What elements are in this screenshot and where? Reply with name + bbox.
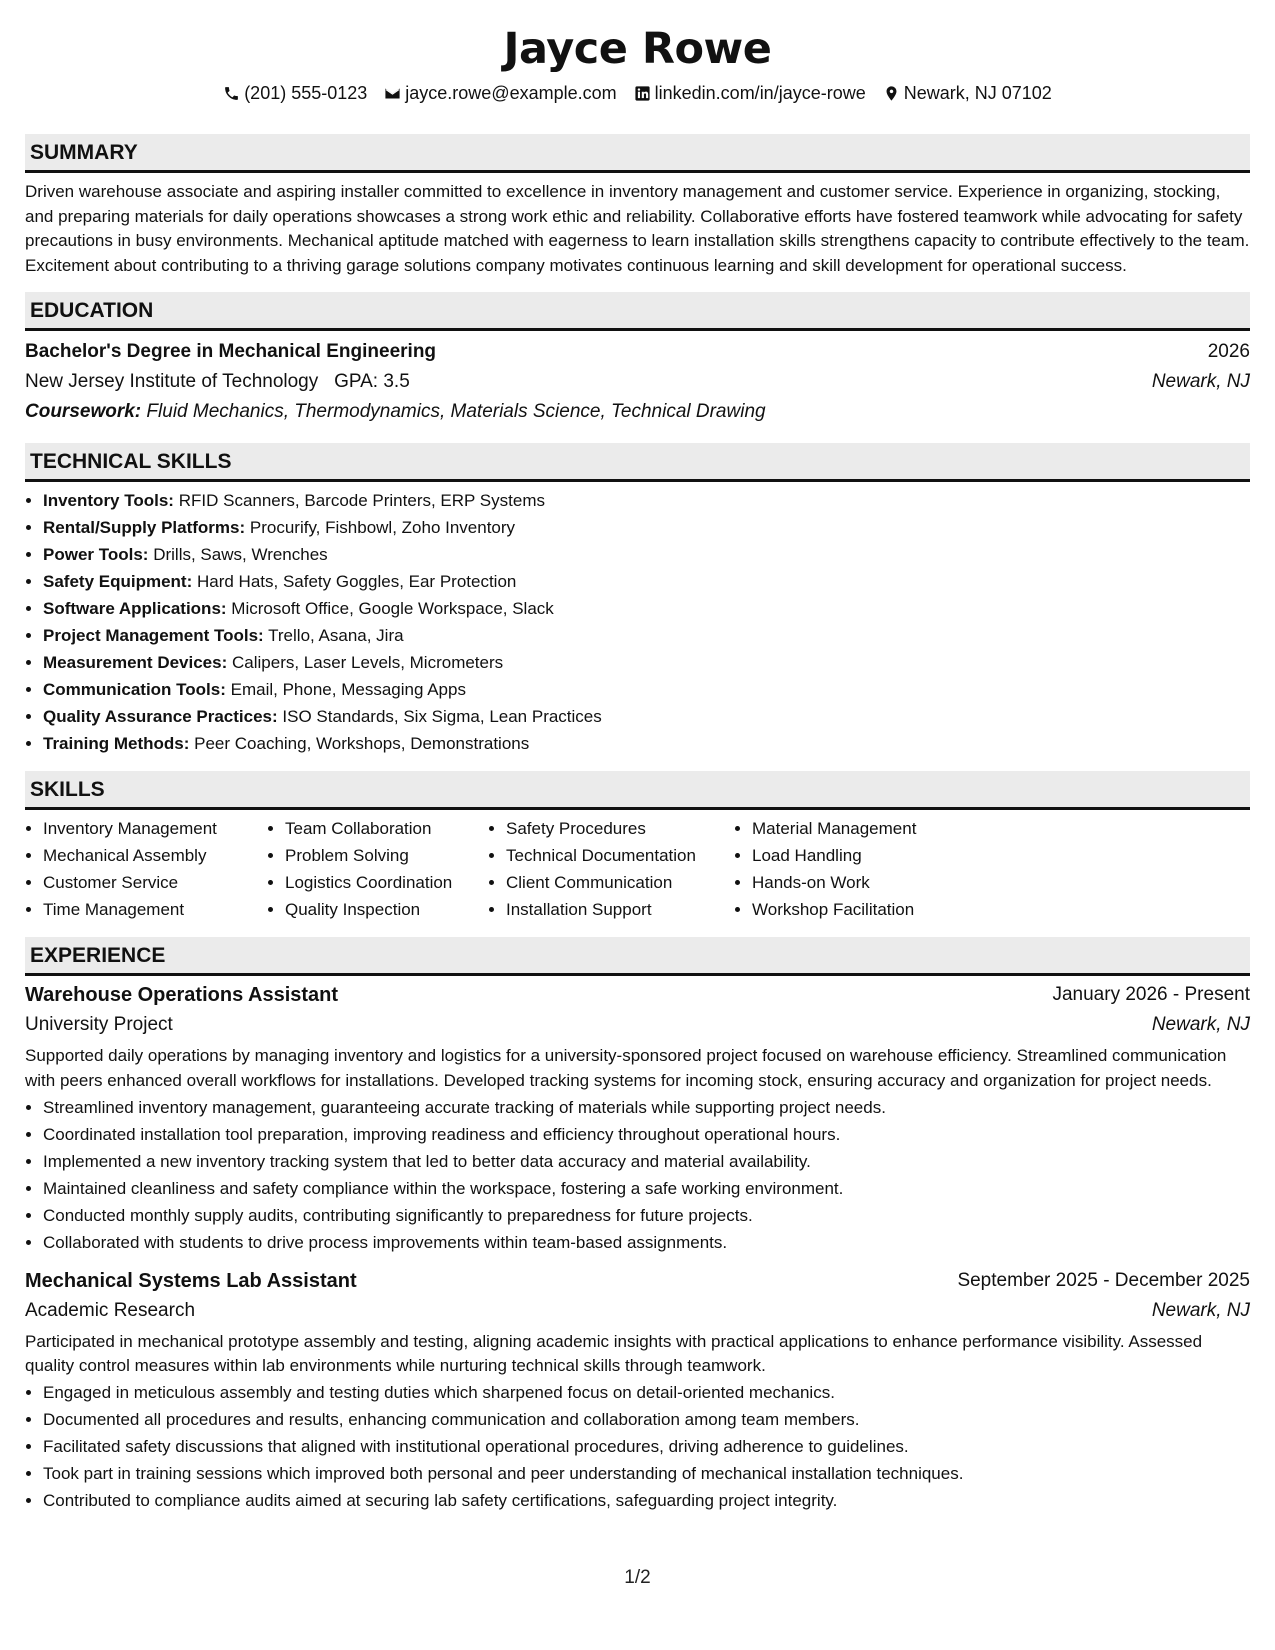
job-organization: University Project <box>25 1014 173 1036</box>
section-heading-summary: SUMMARY <box>25 134 1250 173</box>
section-heading-experience: EXPERIENCE <box>25 937 1250 976</box>
technical-skill-value: RFID Scanners, Barcode Printers, ERP Systems <box>178 491 545 511</box>
skill-item: • Technical Documentation <box>506 842 734 869</box>
skill-item: • Inventory Management <box>43 815 267 842</box>
technical-skill-value: Peer Coaching, Workshops, Demonstrations <box>194 734 530 754</box>
job-org-row <box>25 1296 1250 1326</box>
technical-skills-section <box>25 443 1250 757</box>
skill-item: • Logistics Coordination <box>285 869 488 896</box>
job-bullet: • Took part in training sessions which improved both personal and peer understanding of mechanical installation techniques. <box>43 1460 1250 1487</box>
job-description: Supported daily operations by managing inventory and logistics for a university-sponsored project focused on warehouse efficiency. Streamlined communication with peers enhanced overall workflows for installations. Developed tracking systems for incoming stock, ensuring accuracy and organization for project needs. <box>25 1046 1227 1090</box>
coursework-row <box>25 397 1250 427</box>
technical-skills-list <box>25 487 1250 757</box>
school-block <box>25 367 410 397</box>
job-bullet: • Engaged in meticulous assembly and testing duties which sharpened focus on detail-oriented mechanics. <box>43 1379 1250 1406</box>
technical-skill-label: Measurement Devices: <box>43 653 228 673</box>
job-title: Warehouse Operations Assistant <box>25 984 339 1007</box>
skills-section <box>25 771 1250 923</box>
skill-item: • Quality Inspection <box>285 896 488 923</box>
job-bullet: • Maintained cleanliness and safety compliance within the workspace, fostering a safe working environment. <box>43 1175 1250 1202</box>
coursework-list: Fluid Mechanics, Thermodynamics, Materials Science, Technical Drawing <box>146 401 766 423</box>
job-entry <box>25 1266 1250 1514</box>
job-bullets <box>25 1094 1250 1256</box>
technical-skill-item <box>43 514 1250 541</box>
technical-skill-label: Training Methods: <box>43 734 190 754</box>
gpa: GPA: 3.5 <box>334 371 410 393</box>
technical-skill-label: Communication Tools: <box>43 680 226 700</box>
job-bullet: • Streamlined inventory management, guaranteeing accurate tracking of materials while supporting project needs. <box>43 1094 1250 1121</box>
coursework-block <box>25 397 766 427</box>
skill-item: • Workshop Facilitation <box>752 896 974 923</box>
job-bullet: • Documented all procedures and results, enhancing communication and collaboration among team members. <box>43 1406 1250 1433</box>
technical-skill-value: Calipers, Laser Levels, Micrometers <box>232 653 504 673</box>
technical-skill-item <box>43 622 1250 649</box>
skill-item: • Client Communication <box>506 869 734 896</box>
experience-section <box>25 937 1250 1513</box>
technical-skill-item <box>43 541 1250 568</box>
technical-skill-value: Drills, Saws, Wrenches <box>153 545 328 565</box>
job-header-row <box>25 980 1250 1010</box>
job-bullet: • Collaborated with students to drive process improvements within team-based assignments. <box>43 1229 1250 1256</box>
job-bullet: • Conducted monthly supply audits, contributing significantly to preparedness for future projects. <box>43 1202 1250 1229</box>
linkedin-text[interactable]: linkedin.com/in/jayce-rowe <box>654 83 866 103</box>
job-bullet: • Contributed to compliance audits aimed at securing lab safety certifications, safeguarding project integrity. <box>43 1487 1250 1514</box>
skill-item: • Customer Service <box>43 869 267 896</box>
skill-item: • Material Management <box>752 815 974 842</box>
skill-item: • Team Collaboration <box>285 815 488 842</box>
linkedin-icon <box>634 85 651 102</box>
page-number: 1/2 <box>624 1567 651 1588</box>
envelope-icon <box>384 85 401 102</box>
technical-skill-item <box>43 730 1250 757</box>
skill-item: • Hands-on Work <box>752 869 974 896</box>
coursework-label: Coursework: <box>25 401 142 423</box>
technical-skill-label: Inventory Tools: <box>43 491 174 511</box>
location-text: Newark, NJ 07102 <box>903 83 1052 103</box>
contact-email[interactable] <box>384 80 616 106</box>
job-dates: September 2025 - December 2025 <box>957 1269 1250 1291</box>
technical-skill-label: Safety Equipment: <box>43 572 193 592</box>
technical-skill-label: Power Tools: <box>43 545 149 565</box>
job-bullets <box>25 1379 1250 1514</box>
technical-skill-label: Rental/Supply Platforms: <box>43 518 246 538</box>
technical-skill-label: Quality Assurance Practices: <box>43 707 278 727</box>
education-school-row <box>25 367 1250 397</box>
section-heading-technical-skills: TECHNICAL SKILLS <box>25 443 1250 482</box>
school-location: Newark, NJ <box>1151 371 1250 393</box>
job-location: Newark, NJ <box>1151 1014 1250 1036</box>
technical-skill-item <box>43 568 1250 595</box>
technical-skill-value: Hard Hats, Safety Goggles, Ear Protection <box>196 572 517 592</box>
technical-skill-value: Microsoft Office, Google Workspace, Slack <box>231 599 554 619</box>
technical-skill-item <box>43 595 1250 622</box>
summary-text: Driven warehouse associate and aspiring installer committed to excellence in inventory management and customer service. Experience in organizing, stocking, and preparing materials for daily operations showcases a strong work ethic and reliability. Collaborative efforts have fostered teamwork while advocating for safety precautions in busy environments. Mechanical aptitude matched with eagerness to learn installation skills strengthens capacity to contribute effectively to the team. Excitement about contributing to a thriving garage solutions company motivates continuous learning and skill development for operational success. <box>25 182 1250 275</box>
job-bullet: • Implemented a new inventory tracking system that led to better data accuracy and material availability. <box>43 1148 1250 1175</box>
job-entry <box>25 980 1250 1255</box>
skill-item: • Time Management <box>43 896 267 923</box>
skills-column <box>267 815 488 923</box>
skills-column <box>488 815 734 923</box>
skills-column <box>25 815 267 923</box>
degree-year: 2026 <box>1207 341 1250 363</box>
contact-location <box>883 80 1052 106</box>
skill-item: • Installation Support <box>506 896 734 923</box>
contact-linkedin[interactable] <box>634 80 866 106</box>
job-bullet: • Facilitated safety discussions that aligned with institutional operational procedures, driving adherence to guidelines. <box>43 1433 1250 1460</box>
skill-item: • Load Handling <box>752 842 974 869</box>
technical-skill-item <box>43 676 1250 703</box>
technical-skill-value: Trello, Asana, Jira <box>268 626 404 646</box>
job-location: Newark, NJ <box>1151 1299 1250 1321</box>
experience-list <box>25 980 1250 1513</box>
education-section <box>25 292 1250 427</box>
phone-text: (201) 555-0123 <box>244 83 368 103</box>
skills-column <box>734 815 974 923</box>
email-text[interactable]: jayce.rowe@example.com <box>405 83 617 103</box>
school-name: New Jersey Institute of Technology <box>25 371 319 393</box>
section-heading-skills: SKILLS <box>25 771 1250 810</box>
resume-page <box>25 18 1250 1514</box>
contact-bar <box>25 80 1250 106</box>
skills-grid <box>25 815 1250 923</box>
job-dates: January 2026 - Present <box>1052 984 1250 1006</box>
job-org-row <box>25 1010 1250 1040</box>
technical-skill-value: Email, Phone, Messaging Apps <box>230 680 466 700</box>
education-degree-row <box>25 337 1250 367</box>
summary-section <box>25 134 1250 278</box>
degree-title: Bachelor's Degree in Mechanical Engineering <box>25 341 437 363</box>
candidate-name: Jayce Rowe <box>503 24 772 74</box>
section-heading-education: EDUCATION <box>25 292 1250 331</box>
technical-skill-value: Procurify, Fishbowl, Zoho Inventory <box>249 518 516 538</box>
job-header-row <box>25 1266 1250 1296</box>
technical-skill-item <box>43 703 1250 730</box>
map-pin-icon <box>883 85 900 102</box>
skill-item: • Problem Solving <box>285 842 488 869</box>
contact-phone <box>223 80 367 106</box>
job-bullet: • Coordinated installation tool preparation, improving readiness and efficiency throughout operational hours. <box>43 1121 1250 1148</box>
job-organization: Academic Research <box>25 1299 196 1321</box>
technical-skill-item <box>43 487 1250 514</box>
technical-skill-item <box>43 649 1250 676</box>
job-description: Participated in mechanical prototype assembly and testing, aligning academic insights with practical applications to enhance performance visibility. Assessed quality control measures within lab environments while nurturing technical skills through teamwork. <box>25 1331 1203 1376</box>
technical-skill-value: ISO Standards, Six Sigma, Lean Practices <box>282 707 602 727</box>
phone-icon <box>223 85 240 102</box>
skill-item: • Safety Procedures <box>506 815 734 842</box>
technical-skill-label: Project Management Tools: <box>43 626 264 646</box>
technical-skill-label: Software Applications: <box>43 599 227 619</box>
job-title: Mechanical Systems Lab Assistant <box>25 1269 357 1292</box>
skill-item: • Mechanical Assembly <box>43 842 267 869</box>
